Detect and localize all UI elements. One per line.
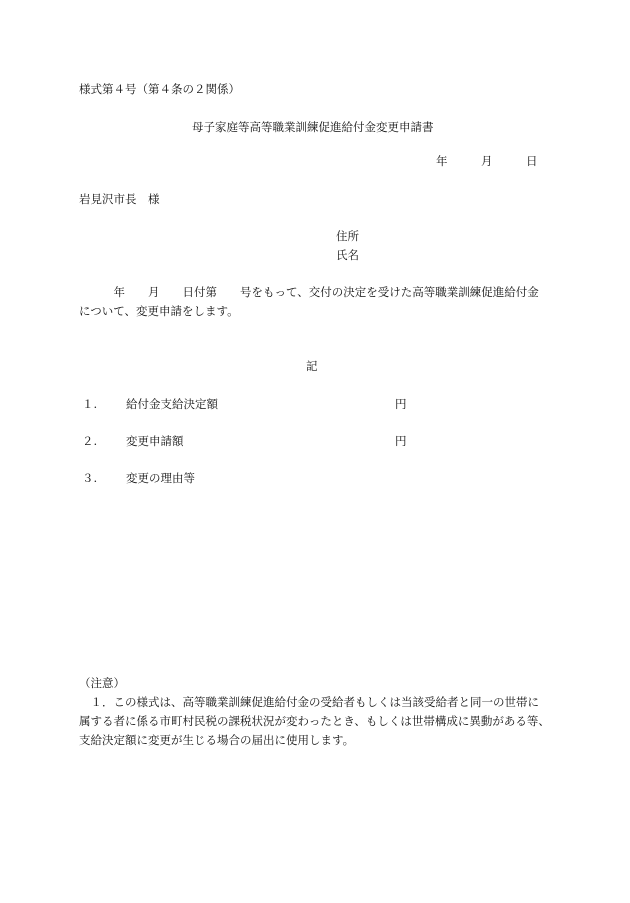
name-label: 氏名 — [336, 248, 359, 262]
body-line-2: について、変更申請をします。 — [79, 304, 239, 318]
item-unit: 円 — [395, 397, 407, 411]
notes-line-2: 属する者に係る市町村民税の課税状況が変わったとき、もしくは世帯構成に異動がある等、 — [79, 714, 550, 728]
page-title: 母子家庭等高等職業訓練促進給付金変更申請書 — [192, 120, 434, 134]
body-line-1: 年 月 日付第 号をもって、交付の決定を受けた高等職業訓練促進給付金 — [79, 285, 539, 299]
form-number: 様式第４号（第４条の２関係） — [79, 82, 240, 96]
date-year: 年 — [436, 154, 448, 168]
item-label: 給付金支給決定額 — [126, 397, 218, 411]
item-number: ３. — [82, 471, 98, 485]
item-label: 変更申請額 — [126, 434, 184, 448]
item-label: 変更の理由等 — [126, 471, 195, 485]
item-unit: 円 — [395, 434, 407, 448]
date-month: 月 — [481, 154, 493, 168]
notes-line-1: １．この様式は、高等職業訓練促進給付金の受給者もしくは当該受給者と同一の世帯に — [79, 695, 539, 709]
item-number: １. — [82, 397, 98, 411]
notes-line-3: 支給決定額に変更が生じる場合の届出に使用します。 — [79, 733, 355, 747]
item-number: ２. — [82, 434, 98, 448]
date-day: 日 — [526, 154, 538, 168]
ki-heading: 記 — [306, 359, 318, 373]
addressee: 岩見沢市長 様 — [79, 192, 160, 206]
notes-heading: （注意） — [79, 676, 125, 690]
address-label: 住所 — [336, 229, 359, 243]
